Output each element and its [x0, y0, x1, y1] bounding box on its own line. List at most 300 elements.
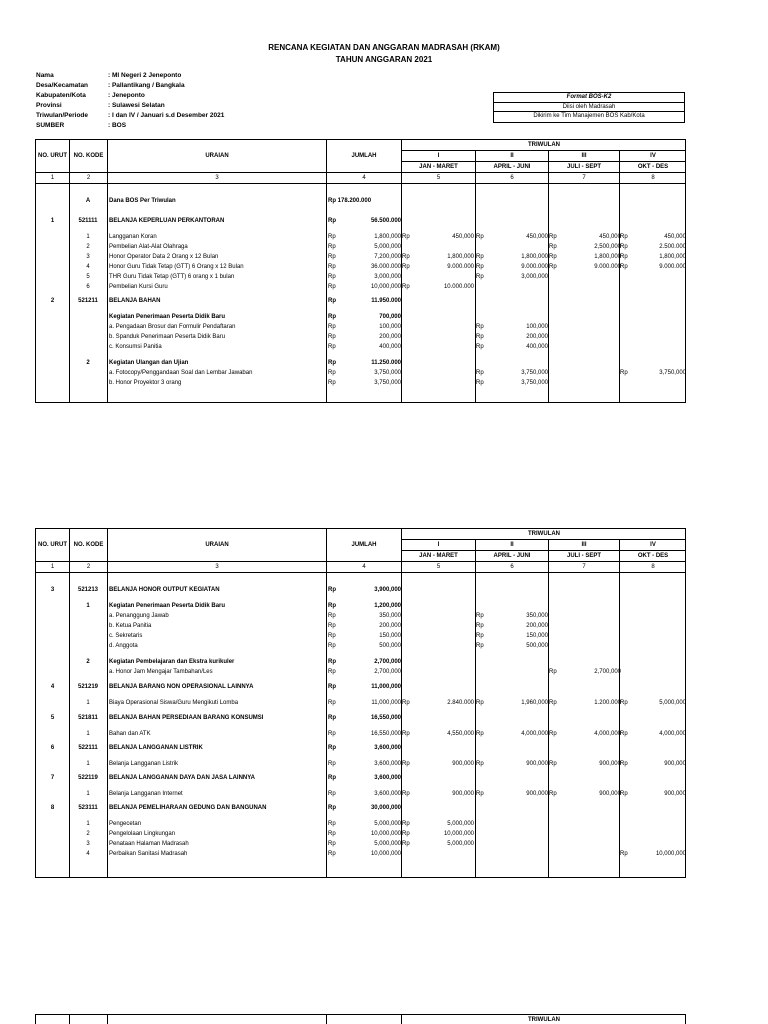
row-jumlah: 3,600,000	[374, 791, 401, 797]
row-t3-rp: Rp	[549, 731, 557, 737]
table-row	[36, 242, 685, 252]
row-kode: 522111	[78, 745, 98, 751]
header-num: 8	[620, 562, 686, 573]
table-body	[36, 184, 685, 402]
table-row	[36, 312, 685, 322]
header-t4: IV	[620, 540, 686, 551]
row-t2-value: 450,000	[526, 234, 548, 240]
table-row	[36, 759, 685, 769]
row-t1-value: 4,550,000	[447, 731, 474, 737]
header-num: 7	[549, 562, 620, 573]
row-t1-rp: Rp	[402, 254, 410, 260]
row-no: 2	[50, 298, 55, 304]
row-t2-rp: Rp	[476, 264, 484, 270]
row-no: 6	[50, 745, 55, 751]
row-jumlah-rp: Rp	[328, 700, 336, 706]
row-uraian: Langganan Koran	[109, 234, 157, 240]
row-jumlah: 3,750,000	[374, 380, 401, 386]
row-kode: 1	[86, 791, 90, 797]
row-kode: 1	[86, 234, 90, 240]
row-uraian: a. Pengadaan Brosur dan Formulir Pendaftaran	[109, 324, 236, 330]
row-t1-rp: Rp	[402, 791, 410, 797]
row-kode: 4	[86, 264, 90, 270]
row-uraian: b. Spanduk Penerimaan Peserta Didik Baru	[109, 334, 226, 340]
row-t1-rp: Rp	[402, 264, 410, 270]
row-t1-rp: Rp	[402, 761, 410, 767]
row-kode: A	[85, 198, 91, 204]
row-jumlah: 11.950.000	[371, 298, 401, 304]
table-header	[36, 140, 685, 184]
row-t4-rp: Rp	[620, 761, 628, 767]
header-no-urut: NO. URUT	[36, 140, 70, 173]
row-kode: 3	[86, 841, 90, 847]
row-kode: 3	[86, 254, 90, 260]
info-label: Triwulan/Periode	[36, 112, 89, 119]
row-jumlah: 3,600,000	[374, 745, 401, 751]
row-jumlah-rp: Rp	[328, 805, 336, 811]
header-triwulan: TRIWULAN	[402, 140, 686, 151]
row-jumlah-rp: Rp	[328, 851, 336, 857]
row-jumlah-rp: Rp	[328, 669, 336, 675]
row-jumlah-rp: Rp	[328, 284, 336, 290]
row-jumlah-rp: Rp	[328, 244, 336, 250]
info-value: : MI Negeri 2 Jeneponto	[108, 72, 182, 79]
header-num: 1	[36, 562, 70, 573]
row-t2-rp: Rp	[476, 613, 484, 619]
row-uraian: Kegiatan Pembelajaran dan Ekstra kurikuler	[109, 659, 235, 665]
row-jumlah: 200,000	[379, 334, 401, 340]
row-t3-rp: Rp	[549, 761, 557, 767]
row-uraian: a. Honor Jam Mengajar Tambahan/Les	[109, 669, 213, 675]
row-jumlah-rp: Rp	[328, 745, 336, 751]
row-t1-rp: Rp	[402, 284, 410, 290]
table-row	[36, 296, 685, 306]
row-t2-value: 500,000	[526, 643, 548, 649]
row-t2-value: 3,750,000	[521, 380, 548, 386]
row-jumlah-rp: Rp	[328, 643, 336, 649]
row-t2-rp: Rp	[476, 623, 484, 629]
row-t3-rp: Rp	[549, 234, 557, 240]
row-kode: 1	[86, 700, 90, 706]
table-row	[36, 631, 685, 641]
row-kode: 5	[86, 274, 90, 280]
header-num: 3	[108, 562, 327, 573]
row-uraian: BELANJA KEPERLUAN PERKANTORAN	[109, 218, 225, 224]
row-jumlah-rp: Rp	[328, 264, 336, 270]
info-row	[36, 71, 224, 81]
table-row	[36, 262, 685, 272]
table-row	[36, 272, 685, 282]
row-jumlah: 36.000.000	[370, 264, 401, 270]
header-jumlah: JUMLAH	[327, 529, 402, 562]
table-row	[36, 773, 685, 783]
table-body	[36, 573, 685, 877]
row-kode: 521811	[78, 715, 98, 721]
row-t3-rp: Rp	[549, 669, 557, 675]
table-row	[36, 682, 685, 692]
row-jumlah-rp: Rp	[328, 298, 336, 304]
row-jumlah: 500,000	[379, 643, 401, 649]
row-t3-value: 900,000	[599, 761, 621, 767]
table-row	[36, 332, 685, 342]
info-label: Provinsi	[36, 102, 62, 109]
row-jumlah-rp: Rp	[328, 218, 336, 224]
row-t2-value: 1,960,000	[521, 700, 548, 706]
row-jumlah: 30,000,000	[370, 805, 401, 811]
header-t2-period: APRIL - JUNI	[476, 551, 549, 562]
row-uraian: Kegiatan Penerimaan Peserta Didik Baru	[109, 314, 226, 320]
header-t3: III	[549, 151, 620, 162]
row-t1-rp: Rp	[402, 700, 410, 706]
header-num: 3	[108, 173, 327, 184]
info-value: : Pallantikang / Bangkala	[108, 82, 185, 89]
row-uraian: a. Penanggung Jawab	[109, 613, 169, 619]
row-t2-rp: Rp	[476, 643, 484, 649]
header-num: 8	[620, 173, 686, 184]
info-value: : BOS	[108, 122, 127, 129]
row-t2-value: 350,000	[526, 613, 548, 619]
header-num: 2	[70, 173, 108, 184]
row-jumlah-rp: Rp	[328, 761, 336, 767]
row-jumlah: 10,000,000	[370, 831, 401, 837]
table-row	[36, 358, 685, 368]
table-row	[36, 849, 685, 859]
row-t2-rp: Rp	[476, 370, 484, 376]
document-subtitle: TAHUN ANGGARAN 2021	[335, 55, 433, 64]
row-t4-rp: Rp	[620, 791, 628, 797]
row-uraian: Honor Guru Tidak Tetap (GTT) 6 Orang x 12 Bulan	[109, 264, 244, 270]
row-t1-rp: Rp	[402, 821, 410, 827]
row-t4-rp: Rp	[620, 234, 628, 240]
row-t4-value: 9.000.000	[659, 264, 686, 270]
row-t2-rp: Rp	[476, 324, 484, 330]
header-t4-period: OKT - DES	[620, 551, 686, 562]
row-uraian: Pengecetan	[109, 821, 142, 827]
row-jumlah: 5,000,000	[374, 244, 401, 250]
row-t1-value: 9.000.000	[447, 264, 474, 270]
row-t1-value: 10,000,000	[443, 831, 474, 837]
row-t4-rp: Rp	[620, 254, 628, 260]
document-title: RENCANA KEGIATAN DAN ANGGARAN MADRASAH (RKAM)	[268, 43, 500, 52]
row-t4-value: 5,000,000	[659, 700, 686, 706]
row-kode: 6	[86, 284, 90, 290]
info-row	[36, 91, 224, 101]
row-t2-rp: Rp	[476, 234, 484, 240]
row-t1-value: 5,000,000	[447, 821, 474, 827]
row-kode: 521213	[77, 587, 99, 593]
row-t1-rp: Rp	[402, 831, 410, 837]
info-row	[36, 111, 224, 121]
row-jumlah-rp: Rp	[328, 633, 336, 639]
table-row	[36, 252, 685, 262]
row-t3-rp: Rp	[549, 264, 557, 270]
header-num: 2	[70, 562, 108, 573]
row-uraian: Pembelian Kursi Guru	[109, 284, 168, 290]
row-jumlah-rp: Rp	[328, 370, 336, 376]
row-kode: 1	[86, 731, 90, 737]
row-t4-rp: Rp	[620, 244, 628, 250]
info-label: SUMBER	[36, 122, 65, 129]
row-t3-value: 450,000	[599, 234, 621, 240]
row-uraian: Pengelolaan Lingkungan	[109, 831, 176, 837]
row-kode: 522119	[78, 775, 98, 781]
row-kode: 2	[86, 831, 90, 837]
row-t1-value: 900,000	[452, 791, 474, 797]
row-jumlah: 16,550,000	[370, 715, 401, 721]
row-jumlah-rp: Rp	[328, 791, 336, 797]
info-row	[36, 101, 224, 111]
row-jumlah-rp: Rp	[328, 623, 336, 629]
row-t2-value: 200,000	[526, 623, 548, 629]
table-row	[36, 282, 685, 292]
row-t3-value: 2,700,000	[594, 669, 621, 675]
row-jumlah: 11.250.000	[371, 360, 401, 366]
row-t2-value: 3,750,000	[521, 370, 548, 376]
row-t4-rp: Rp	[620, 851, 628, 857]
header-num: 6	[476, 173, 549, 184]
row-jumlah: 10,000,000	[370, 851, 401, 857]
format-sent-to: Dikirim ke Tim Manajemen BOS Kab/Kota	[533, 113, 645, 119]
row-jumlah: 2,700,000	[374, 659, 401, 665]
row-kode: 1	[86, 603, 90, 609]
row-t2-value: 1,800,000	[521, 254, 548, 260]
row-t2-rp: Rp	[476, 380, 484, 386]
header-t3: III	[549, 540, 620, 551]
info-row	[36, 121, 224, 131]
row-uraian: c. Konsumsi Panitia	[109, 344, 162, 350]
row-t2-value: 900,000	[526, 761, 548, 767]
header-t1: I	[402, 151, 476, 162]
row-t2-value: 200,000	[526, 334, 548, 340]
row-t2-value: 900,000	[526, 791, 548, 797]
row-jumlah-rp: Rp	[328, 841, 336, 847]
row-uraian: c. Sekretaris	[109, 633, 143, 639]
info-value: : Sulawesi Selatan	[108, 102, 165, 109]
header-t3-period: JULI - SEPT	[549, 162, 620, 173]
row-no: 3	[50, 587, 55, 593]
header-t1-period: JAN - MARET	[402, 551, 476, 562]
row-uraian: Dana BOS Per Triwulan	[109, 198, 176, 204]
row-uraian: Belanja Langganan Listrik	[109, 761, 179, 767]
row-t4-value: 1,800,000	[659, 254, 686, 260]
row-t3-rp: Rp	[549, 254, 557, 260]
info-label: Nama	[36, 72, 54, 79]
format-box	[493, 92, 685, 123]
row-kode: 521219	[77, 684, 99, 690]
row-t1-rp: Rp	[402, 731, 410, 737]
row-jumlah: 150,000	[379, 633, 401, 639]
row-kode: 2	[86, 244, 90, 250]
header-t2: II	[476, 151, 549, 162]
row-uraian: Honor Operator Data 2 Orang x 12 Bulan	[109, 254, 219, 260]
row-jumlah-rp: Rp	[328, 324, 336, 330]
row-t3-rp: Rp	[549, 244, 557, 250]
row-jumlah: 11,000,000	[371, 700, 401, 706]
row-uraian: BELANJA BAHAN	[109, 298, 161, 304]
table-row	[36, 621, 685, 631]
header-t1: I	[402, 540, 476, 551]
row-jumlah-rp: Rp	[328, 613, 336, 619]
row-jumlah-rp: Rp	[328, 659, 336, 665]
row-jumlah: 2,700,000	[374, 669, 401, 675]
row-t3-value: 900,000	[599, 791, 621, 797]
row-t3-value: 1,800,000	[594, 254, 621, 260]
row-t4-value: 4,000,000	[659, 731, 686, 737]
header-num: 5	[402, 562, 476, 573]
header-t4-period: OKT - DES	[620, 162, 686, 173]
info-value: : I dan IV / Januari s.d Desember 2021	[108, 112, 225, 119]
row-t3-value: 1.200.000	[594, 700, 621, 706]
row-t2-value: 3,000,000	[521, 274, 548, 280]
row-jumlah: 400,000	[379, 344, 401, 350]
table-row	[36, 743, 685, 753]
table-row	[36, 322, 685, 332]
row-no: 5	[50, 715, 55, 721]
row-uraian: BELANJA PEMELIHARAAN GEDUNG DAN BANGUNAN	[109, 805, 267, 811]
row-t4-value: 3,750,000	[659, 370, 686, 376]
row-uraian: Penataan Halaman Madrasah	[109, 841, 189, 847]
row-jumlah: 56.500.000	[370, 218, 401, 224]
info-value: : Jeneponto	[108, 92, 145, 99]
row-jumlah: 1,200,000	[374, 603, 401, 609]
row-uraian: Kegiatan Ulangan dan Ujian	[109, 360, 189, 366]
row-uraian: b. Honor Proyektor 3 orang	[109, 380, 182, 386]
header-uraian: URAIAN	[108, 140, 327, 173]
row-t2-value: 100,000	[526, 324, 548, 330]
info-label: Kabupaten/Kota	[36, 92, 86, 99]
header-triwulan: TRIWULAN	[402, 529, 686, 540]
row-kode: 521211	[78, 298, 98, 304]
row-t2-rp: Rp	[476, 344, 484, 350]
row-t3-value: 9.000.000	[594, 264, 621, 270]
row-kode: 1	[86, 761, 90, 767]
row-t4-value: 450,000	[664, 234, 686, 240]
row-jumlah-rp: Rp	[328, 234, 336, 240]
row-t4-rp: Rp	[620, 731, 628, 737]
header-triwulan: TRIWULAN	[528, 1017, 560, 1023]
row-jumlah: 100,000	[379, 324, 401, 330]
header-t1-period: JAN - MARET	[402, 162, 476, 173]
row-jumlah: Rp 178.200.000	[328, 198, 372, 204]
table-row	[36, 698, 685, 708]
table-row	[36, 611, 685, 621]
table-row	[36, 641, 685, 651]
row-t2-value: 150,000	[526, 633, 548, 639]
table-row	[36, 378, 685, 388]
row-jumlah: 1,800,000	[374, 234, 401, 240]
row-kode: 521111	[78, 218, 98, 224]
row-kode: 523111	[78, 805, 98, 811]
row-kode: 2	[86, 360, 90, 366]
table-row	[36, 713, 685, 723]
row-t3-rp: Rp	[549, 700, 557, 706]
row-no: 4	[50, 684, 55, 690]
table-row	[36, 342, 685, 352]
budget-table-3	[35, 1014, 686, 1024]
header-cell	[36, 1015, 70, 1024]
table-row	[36, 232, 685, 242]
table-row	[36, 667, 685, 677]
row-t1-value: 1,800,000	[447, 254, 474, 260]
row-t4-value: 2.500.000	[659, 244, 686, 250]
row-jumlah: 11,000,000	[371, 684, 401, 690]
table-row	[36, 216, 685, 226]
header-no-urut: NO. URUT	[36, 529, 70, 562]
row-uraian: a. Fotocopy/Penggandaan Soal dan Lembar Jawaban	[109, 370, 253, 376]
row-t1-rp: Rp	[402, 841, 410, 847]
header-cell	[327, 1015, 402, 1024]
header-num: 1	[36, 173, 70, 184]
row-t2-rp: Rp	[476, 700, 484, 706]
row-uraian: Perbaikan Sanitasi Madrasah	[109, 851, 188, 857]
row-t4-value: 10,000,000	[655, 851, 686, 857]
table-row	[36, 601, 685, 611]
row-uraian: BELANJA BARANG NON OPERASIONAL LAINNYA	[109, 684, 254, 690]
row-no: 8	[50, 805, 55, 811]
row-jumlah-rp: Rp	[328, 380, 336, 386]
row-no: 7	[50, 775, 55, 781]
row-t4-rp: Rp	[620, 370, 628, 376]
row-t4-rp: Rp	[620, 700, 628, 706]
row-t1-rp: Rp	[402, 234, 410, 240]
table-row	[36, 789, 685, 799]
row-t2-value: 9.000.000	[521, 264, 548, 270]
header-num: 7	[549, 173, 620, 184]
header-uraian: URAIAN	[108, 529, 327, 562]
row-jumlah: 3,600,000	[374, 761, 401, 767]
format-code: Format BOS-K2	[494, 93, 684, 103]
row-t2-rp: Rp	[476, 274, 484, 280]
row-jumlah-rp: Rp	[328, 775, 336, 781]
table-row	[36, 585, 685, 595]
row-uraian: BELANJA LANGGANAN LISTRIK	[109, 745, 203, 751]
row-t1-value: 2.840.000	[447, 700, 474, 706]
row-jumlah-rp: Rp	[328, 821, 336, 827]
row-jumlah: 200,000	[379, 623, 401, 629]
row-jumlah: 5,000,000	[374, 821, 401, 827]
header-cell	[70, 1015, 108, 1024]
row-t1-value: 900,000	[452, 761, 474, 767]
row-t2-rp: Rp	[476, 254, 484, 260]
row-t2-value: 4,000,000	[521, 731, 548, 737]
row-jumlah: 3,750,000	[374, 370, 401, 376]
row-jumlah-rp: Rp	[328, 360, 336, 366]
header-num: 4	[327, 562, 402, 573]
header-num: 6	[476, 562, 549, 573]
row-kode: 1	[86, 821, 90, 827]
row-uraian: b. Ketua Panitia	[109, 623, 152, 629]
table-row	[36, 196, 685, 206]
row-uraian: BELANJA LANGGANAN DAYA DAN JASA LAINNYA	[109, 775, 256, 781]
table-row	[36, 368, 685, 378]
row-t2-rp: Rp	[476, 633, 484, 639]
row-t2-rp: Rp	[476, 761, 484, 767]
table-header	[36, 529, 685, 573]
table-row	[36, 657, 685, 667]
header-num: 5	[402, 173, 476, 184]
row-uraian: Pembelian Alat-Alat Olahraga	[109, 244, 188, 250]
row-t3-value: 2,500,000	[594, 244, 621, 250]
row-jumlah: 5,000,000	[374, 841, 401, 847]
row-jumlah: 10,000,000	[370, 284, 401, 290]
table-row	[36, 839, 685, 849]
row-t3-value: 4,000,000	[594, 731, 621, 737]
info-row	[36, 81, 224, 91]
school-info	[36, 71, 224, 131]
row-t4-value: 900,000	[664, 791, 686, 797]
row-jumlah: 7,200,000	[374, 254, 401, 260]
table-row	[36, 819, 685, 829]
